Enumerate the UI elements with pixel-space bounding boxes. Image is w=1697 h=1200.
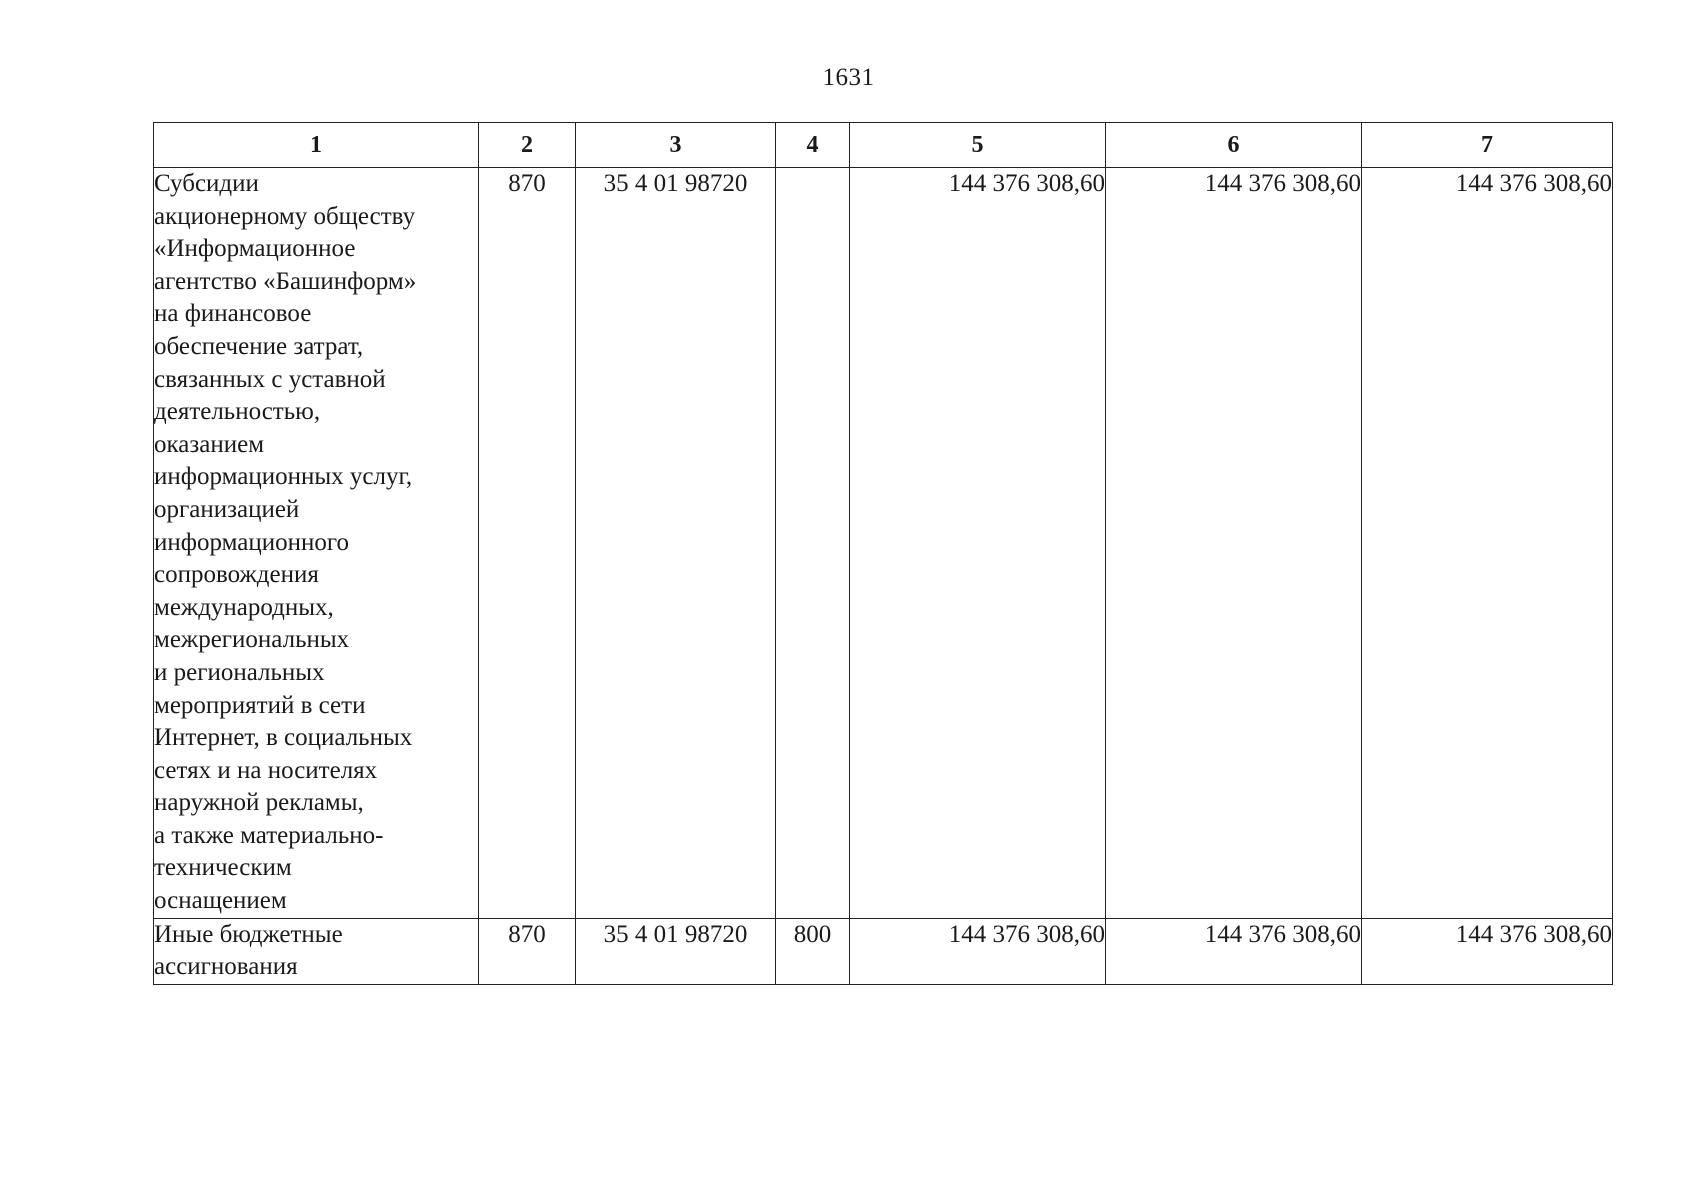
table-row [154, 168, 1613, 919]
amount-cell-6: 144 376 308,60 [1106, 168, 1362, 919]
expense-type-cell [776, 168, 850, 919]
name-line: техническим [154, 854, 292, 882]
name-line: на финансовое [154, 300, 312, 328]
name-line: оказанием [154, 430, 265, 458]
row-name-cell [154, 168, 479, 919]
name-line: Иные бюджетные [154, 920, 343, 948]
header-col-7: 7 [1362, 123, 1613, 168]
amount-cell-6: 144 376 308,60 [1106, 918, 1362, 984]
header-col-2: 2 [479, 123, 576, 168]
name-line: сетях и на носителях [154, 756, 378, 784]
amount-cell-5: 144 376 308,60 [850, 168, 1106, 919]
name-line: ассигнования [154, 953, 298, 981]
name-line: оснащением [154, 887, 287, 915]
name-line: Интернет, в социальных [154, 724, 413, 752]
header-col-4: 4 [776, 123, 850, 168]
header-col-3: 3 [576, 123, 776, 168]
target-article-cell: 35 4 01 98720 [576, 168, 776, 919]
name-line: информационного [154, 528, 349, 556]
header-col-5: 5 [850, 123, 1106, 168]
name-line: наружной рекламы, [154, 789, 364, 817]
name-line: мероприятий в сети [154, 691, 366, 719]
target-article-cell: 35 4 01 98720 [576, 918, 776, 984]
name-line: Субсидии [154, 170, 259, 197]
header-col-1: 1 [154, 123, 479, 168]
page-number: 1631 [822, 64, 875, 91]
name-line: международных, [154, 593, 334, 621]
name-line: обеспечение затрат, [154, 332, 364, 360]
name-line: агентство «Башинформ» [154, 267, 417, 295]
amount-cell-5: 144 376 308,60 [850, 918, 1106, 984]
amount-cell-7: 144 376 308,60 [1362, 168, 1613, 919]
header-row [154, 123, 1613, 168]
name-line: и региональных [154, 658, 325, 686]
section-code-cell: 870 [479, 918, 576, 984]
table-row [154, 918, 1613, 984]
name-line: межрегиональных [154, 626, 350, 654]
header-col-6: 6 [1106, 123, 1362, 168]
name-line: акционерному обществу [154, 202, 416, 230]
budget-table [153, 122, 1613, 985]
amount-cell-7: 144 376 308,60 [1362, 918, 1613, 984]
row-name-cell [154, 918, 479, 984]
name-line: организацией [154, 495, 300, 523]
name-line: связанных с уставной [154, 365, 386, 393]
name-line: «Информационное [154, 235, 356, 263]
name-line: а также материально- [154, 821, 384, 849]
name-line: информационных услуг, [154, 463, 413, 491]
section-code-cell: 870 [479, 168, 576, 919]
name-line: сопровождения [154, 561, 319, 589]
name-line: деятельностью, [154, 398, 321, 426]
expense-type-cell: 800 [776, 918, 850, 984]
